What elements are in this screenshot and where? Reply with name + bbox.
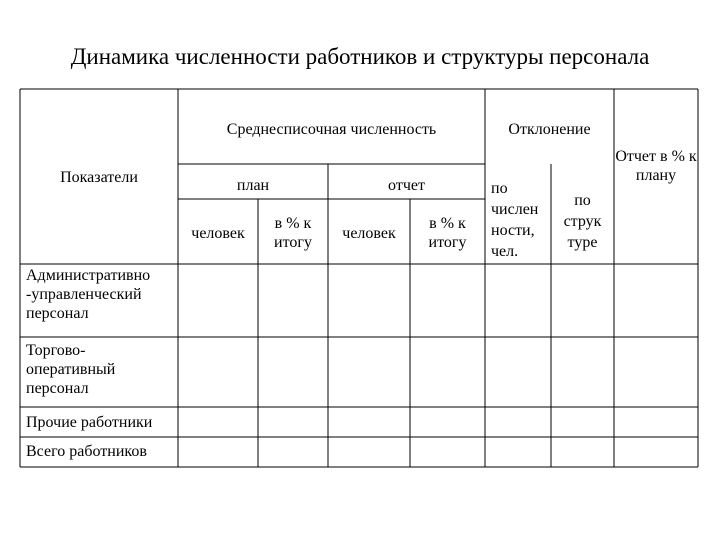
deviation-by-structure-header: по струк туре <box>563 192 602 251</box>
report-vs-plan-header: Отчет в % к плану <box>615 148 697 184</box>
report-pct-header: в % к итогу <box>428 215 467 251</box>
row-label-other: Прочие работники <box>26 414 153 431</box>
plan-header: план <box>236 177 270 194</box>
indicators-header: Показатели <box>60 169 138 186</box>
page-title: Динамика численности работников и структуры персонала <box>70 44 650 69</box>
deviation-by-count-header: по числен ности, чел. <box>491 180 539 260</box>
avg-headcount-header: Среднесписочная численность <box>226 121 437 138</box>
plan-people-header: человек <box>191 225 245 242</box>
row-label-total: Всего работников <box>26 443 147 460</box>
row-label-admin: Административно -управленческий персонал <box>26 267 151 322</box>
deviation-header: Отклонение <box>508 121 591 138</box>
plan-pct-header: в % к итогу <box>274 215 312 251</box>
report-header: отчет <box>388 177 425 194</box>
report-people-header: человек <box>342 225 396 242</box>
row-label-trade: Торгово-оперативный персонал <box>26 342 116 397</box>
